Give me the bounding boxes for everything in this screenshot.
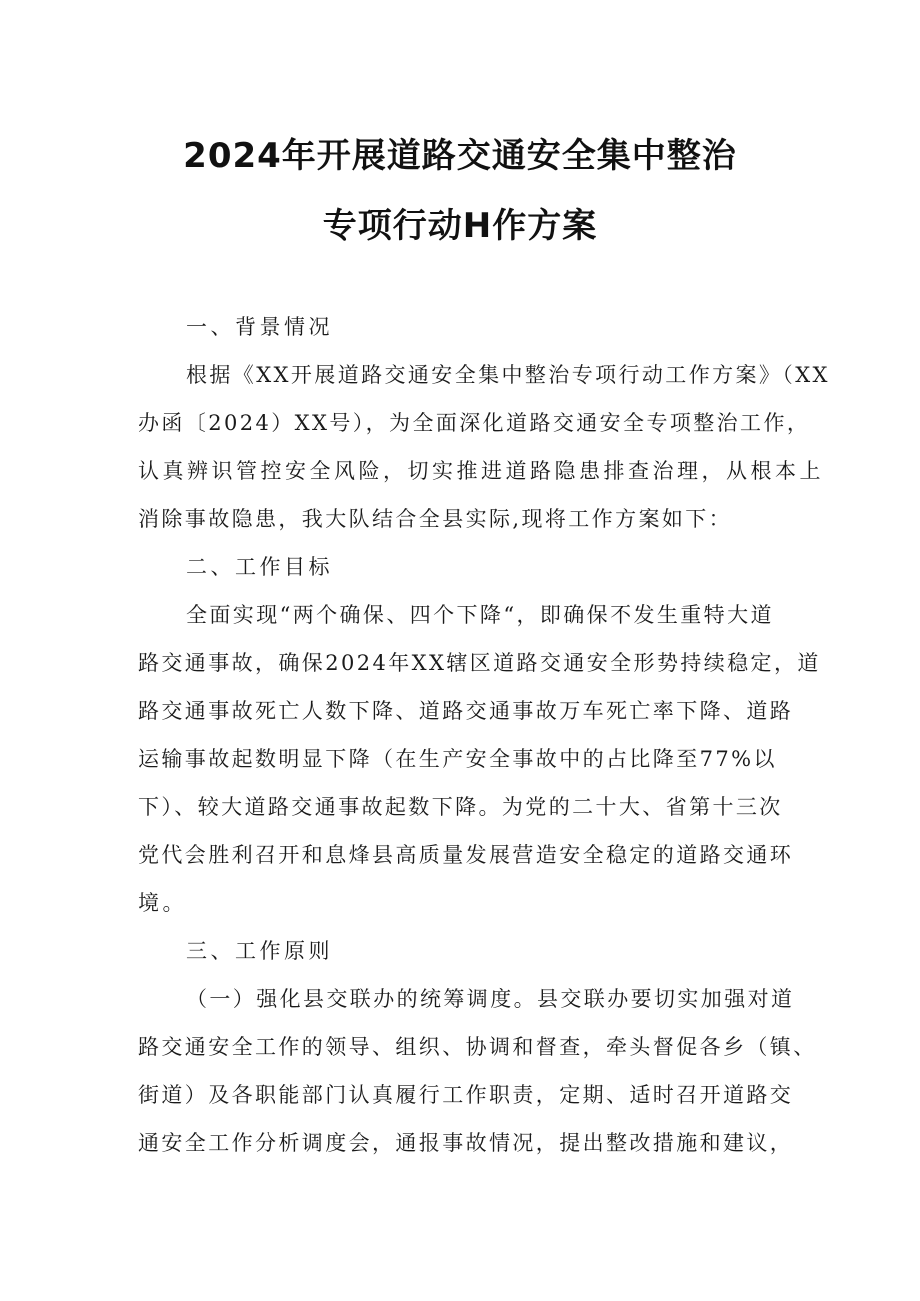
paragraph-line: 路交通安全工作的领导、组织、协调和督查，牵头督促各乡（镇、	[138, 1035, 817, 1059]
paragraph-line: 党代会胜利召开和息烽县高质量发展营造安全稳定的道路交通环	[138, 843, 794, 867]
paragraph-line: 根据《XX开展道路交通安全集中整治专项行动工作方案》（XX	[186, 363, 830, 387]
section-heading-background: 一、背景情况	[186, 315, 333, 339]
paragraph-line: 路交通事故死亡人数下降、道路交通事故万车死亡率下降、道路	[138, 699, 794, 723]
paragraph-line: 境。	[138, 891, 187, 915]
document-title-line-2: 专项行动H作方案	[322, 206, 598, 246]
paragraph-line: 认真辨识管控安全风险，切实推进道路隐患排查治理，从根本上	[138, 459, 824, 483]
paragraph-line: 全面实现“两个确保、四个下降“，即确保不发生重特大道	[186, 603, 774, 627]
paragraph-line: 下）、较大道路交通事故起数下降。为党的二十大、省第十三次	[138, 795, 783, 819]
paragraph-line: 办函〔2024）XX号），为全面深化道路交通安全专项整治工作，	[138, 411, 811, 435]
paragraph-line: 运输事故起数明显下降（在生产安全事故中的占比降至77%以	[138, 747, 777, 771]
paragraph-line: 街道）及各职能部门认真履行工作职责，定期、适时召开道路交	[138, 1083, 794, 1107]
section-heading-principles: 三、工作原则	[186, 939, 333, 963]
paragraph-line: 消除事故隐患，我大队结合全县实际,现将工作方案如下：	[138, 507, 733, 531]
paragraph-line: 通安全工作分析调度会，通报事故情况，提出整改措施和建议，	[138, 1131, 794, 1155]
paragraph-line: 路交通事故，确保2024年XX辖区道路交通安全形势持续稳定，道	[138, 651, 821, 675]
paragraph-line: （一）强化县交联办的统筹调度。县交联办要切实加强对道	[186, 987, 795, 1011]
section-heading-goals: 二、工作目标	[186, 555, 333, 579]
document-title-line-1: 2024年开展道路交通安全集中整治	[183, 136, 737, 176]
